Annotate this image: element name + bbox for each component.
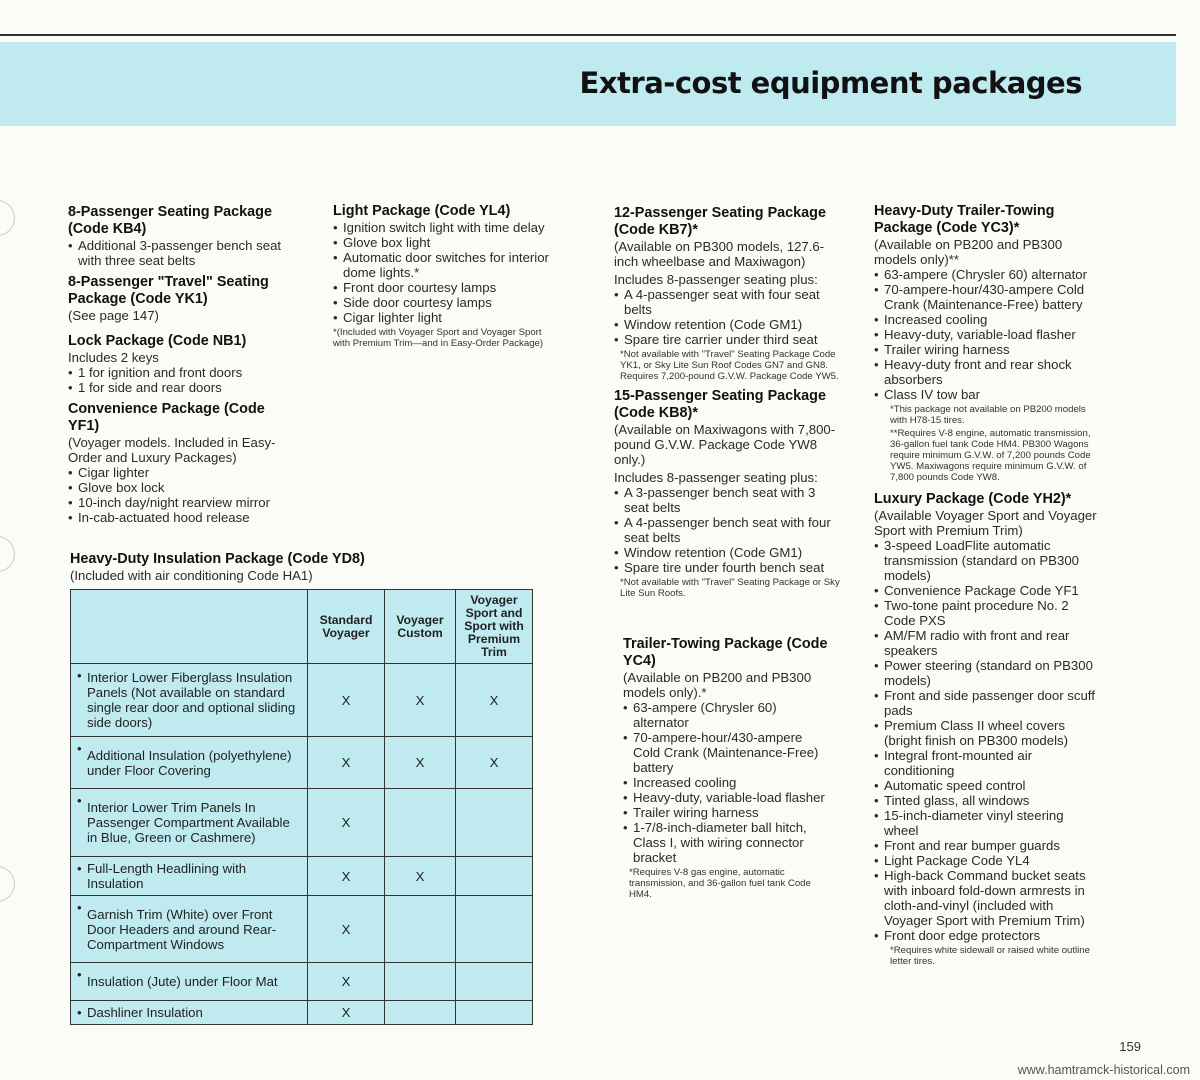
footnote: *Not available with "Travel" Seating Package or Sky Lite Sun Roofs. — [620, 577, 840, 599]
column-3 — [614, 205, 840, 599]
column-2 — [333, 203, 555, 349]
package-title: Convenience Package (Code YF1) — [68, 401, 265, 434]
item-list — [874, 538, 1098, 943]
list-item: • Front and side passenger door scuff pads — [874, 688, 1098, 718]
column-4 — [874, 203, 1098, 967]
mark-cell — [456, 1001, 533, 1025]
list-item: • A 4-passenger seat with four seat belts — [614, 287, 840, 317]
mark-cell — [456, 789, 533, 857]
table-header-row — [71, 590, 533, 664]
table-row — [71, 737, 533, 789]
binder-hole — [0, 536, 15, 572]
insulation-heading — [70, 551, 400, 583]
column-1 — [68, 204, 292, 525]
mark-cell: X — [385, 664, 456, 737]
package-subtitle: (Available on PB200 and PB300 models only).* — [623, 670, 812, 700]
list-item: • A 3-passenger bench seat with 3 seat belts — [614, 485, 840, 515]
list-item: • A 4-passenger bench seat with four seat belts — [614, 515, 840, 545]
package-subtitle: (Available on Maxiwagons with 7,800-pound G.V.W. Package Code YW8 only.) — [614, 422, 836, 467]
list-item: • Heavy-duty, variable-load flasher — [623, 790, 833, 805]
list-item: • Trailer wiring harness — [623, 805, 833, 820]
package-subtitle: (Included with air conditioning Code HA1) — [70, 568, 313, 583]
list-item: • Window retention (Code GM1) — [614, 317, 840, 332]
binder-hole — [0, 200, 15, 236]
footnote: *Requires white sidewall or raised white outline letter tires. — [890, 945, 1090, 967]
list-item: • Glove box lock — [68, 480, 292, 495]
list-item: • Tinted glass, all windows — [874, 793, 1098, 808]
package-subtitle: (Available Voyager Sport and Voyager Sport with Premium Trim) — [874, 508, 1097, 538]
list-item: • In-cab-actuated hood release — [68, 510, 292, 525]
mark-cell: X — [456, 664, 533, 737]
list-item: • Window retention (Code GM1) — [614, 545, 840, 560]
table-row — [71, 664, 533, 737]
list-item: • 63-ampere (Chrysler 60) alternator — [874, 267, 1098, 282]
list-item: • 63-ampere (Chrysler 60) alternator — [623, 700, 833, 730]
header-sport: Voyager Sport and Sport with Premium Trim — [456, 590, 533, 664]
page-number: 159 — [1119, 1039, 1141, 1054]
list-item: • High-back Command bucket seats with inboard fold-down armrests in cloth-and-vinyl (included with Voyager Sport with Premium Trim) — [874, 868, 1098, 928]
list-item: • Heavy-duty, variable-load flasher — [874, 327, 1098, 342]
feature-cell: • Interior Lower Trim Panels In Passenger Compartment Available in Blue, Green or Cashmere) — [71, 789, 308, 857]
item-list — [874, 267, 1098, 402]
list-item: • Front and rear bumper guards — [874, 838, 1098, 853]
package-subtitle: Includes 8-passenger seating plus: — [614, 272, 818, 287]
list-item: • Automatic speed control — [874, 778, 1098, 793]
feature-cell: • Dashliner Insulation — [71, 1001, 308, 1025]
mark-cell — [385, 896, 456, 963]
mark-cell: X — [308, 789, 385, 857]
list-item: • Increased cooling — [874, 312, 1098, 327]
mark-cell: X — [456, 737, 533, 789]
header-feature — [71, 590, 308, 664]
list-item: • Automatic door switches for interior dome lights.* — [333, 250, 555, 280]
package-title: Heavy-Duty Insulation Package (Code YD8) — [70, 551, 365, 567]
insulation-table — [70, 589, 533, 1025]
list-item: • 1 for ignition and front doors — [68, 365, 292, 380]
footnote: **Requires V-8 engine, automatic transmission, 36-gallon fuel tank Code HM4. PB300 Wagons require minimum G.V.W. of 7,200 pounds Code YW5. Maxiwagons require minimum G.V.W. of 7,800 pounds Code YW8. — [890, 428, 1091, 483]
list-item: • 1 for side and rear doors — [68, 380, 292, 395]
feature-cell: • Interior Lower Fiberglass Insulation Panels (Not available on standard single rear door and optional sliding side doors) — [71, 664, 308, 737]
table-row — [71, 857, 533, 896]
mark-cell — [456, 963, 533, 1001]
list-item: • Spare tire carrier under third seat — [614, 332, 840, 347]
column-3-lower — [623, 636, 833, 900]
footnote: *Requires V-8 gas engine, automatic transmission, and 36-gallon fuel tank Code HM4. — [629, 867, 811, 900]
footnote: *Not available with "Travel" Seating Package Code YK1, or Sky Lite Sun Roof Codes GN7 and GN8. Requires 7,200-pound G.V.W. Package Code YW5. — [620, 349, 839, 382]
package-title: Light Package (Code YL4) — [333, 203, 511, 219]
list-item: • 10-inch day/night rearview mirror — [68, 495, 292, 510]
list-item: • 3-speed LoadFlite automatic transmission (standard on PB300 models) — [874, 538, 1098, 583]
mark-cell — [385, 789, 456, 857]
top-rule — [0, 34, 1176, 36]
package-title: 12-Passenger Seating Package (Code KB7)* — [614, 205, 826, 238]
item-list — [614, 485, 840, 575]
mark-cell: X — [308, 664, 385, 737]
mark-cell: X — [308, 737, 385, 789]
package-title: Trailer-Towing Package (Code YC4) — [623, 636, 828, 669]
mark-cell — [385, 1001, 456, 1025]
list-item: • Front door edge protectors — [874, 928, 1098, 943]
package-title: 15-Passenger Seating Package (Code KB8)* — [614, 388, 826, 421]
list-item: • 70-ampere-hour/430-ampere Cold Crank (Maintenance-Free) battery — [623, 730, 833, 775]
feature-cell: • Additional Insulation (polyethylene) under Floor Covering — [71, 737, 308, 789]
header-custom: Voyager Custom — [385, 590, 456, 664]
package-title: Luxury Package (Code YH2)* — [874, 491, 1072, 507]
list-item: • AM/FM radio with front and rear speakers — [874, 628, 1098, 658]
mark-cell — [456, 896, 533, 963]
mark-cell: X — [308, 896, 385, 963]
list-item: • Two-tone paint procedure No. 2 Code PXS — [874, 598, 1098, 628]
list-item: • Front door courtesy lamps — [333, 280, 555, 295]
list-item: • Glove box light — [333, 235, 555, 250]
list-item: • Cigar lighter light — [333, 310, 555, 325]
table-row — [71, 1001, 533, 1025]
list-item: • Cigar lighter — [68, 465, 292, 480]
package-title: 8-Passenger Seating Package (Code KB4) — [68, 204, 272, 237]
item-list — [68, 238, 292, 268]
table-row — [71, 896, 533, 963]
list-item: • Light Package Code YL4 — [874, 853, 1098, 868]
list-item: • Integral front-mounted air conditioning — [874, 748, 1098, 778]
package-subtitle: (Available on PB300 models, 127.6-inch wheelbase and Maxiwagon) — [614, 239, 825, 269]
package-title: Heavy-Duty Trailer-Towing Package (Code YC3)* — [874, 203, 1055, 236]
package-title: 8-Passenger "Travel" Seating Package (Code YK1) — [68, 274, 269, 307]
item-list — [614, 287, 840, 347]
list-item: • Spare tire under fourth bench seat — [614, 560, 840, 575]
list-item: • Power steering (standard on PB300 models) — [874, 658, 1098, 688]
binder-hole — [0, 866, 15, 902]
package-subtitle: (Voyager models. Included in Easy-Order and Luxury Packages) — [68, 435, 276, 465]
item-list — [623, 700, 833, 865]
page-title: Extra-cost equipment packages — [579, 66, 1082, 100]
list-item: • 15-inch-diameter vinyl steering wheel — [874, 808, 1098, 838]
list-item: • Ignition switch light with time delay — [333, 220, 555, 235]
list-item: • Trailer wiring harness — [874, 342, 1098, 357]
list-item: • Convenience Package Code YF1 — [874, 583, 1098, 598]
item-list — [68, 365, 292, 395]
mark-cell: X — [385, 737, 456, 789]
list-item: • Additional 3-passenger bench seat with three seat belts — [68, 238, 292, 268]
mark-cell: X — [308, 1001, 385, 1025]
feature-cell: • Insulation (Jute) under Floor Mat — [71, 963, 308, 1001]
item-list — [68, 465, 292, 525]
feature-cell: • Full-Length Headlining with Insulation — [71, 857, 308, 896]
feature-cell: • Garnish Trim (White) over Front Door Headers and around Rear-Compartment Windows — [71, 896, 308, 963]
table-row — [71, 789, 533, 857]
package-subtitle: Includes 8-passenger seating plus: — [614, 470, 818, 485]
footnote: *(Included with Voyager Sport and Voyager Sport with Premium Trim—and in Easy-Order Package) — [333, 327, 544, 349]
list-item: • 1-7/8-inch-diameter ball hitch, Class I, with wiring connector bracket — [623, 820, 833, 865]
list-item: • Heavy-duty front and rear shock absorbers — [874, 357, 1098, 387]
list-item: • 70-ampere-hour/430-ampere Cold Crank (Maintenance-Free) battery — [874, 282, 1098, 312]
package-subtitle: (Available on PB200 and PB300 models only)** — [874, 237, 1063, 267]
package-subtitle: Includes 2 keys — [68, 350, 159, 365]
watermark-url: www.hamtramck-historical.com — [1017, 1063, 1190, 1077]
mark-cell: X — [385, 857, 456, 896]
item-list — [333, 220, 555, 325]
list-item: • Premium Class II wheel covers (bright finish on PB300 models) — [874, 718, 1098, 748]
mark-cell — [456, 857, 533, 896]
list-item: • Class IV tow bar — [874, 387, 1098, 402]
footnote: *This package not available on PB200 models with H78-15 tires. — [890, 404, 1086, 426]
table-row — [71, 963, 533, 1001]
mark-cell: X — [308, 857, 385, 896]
package-title: Lock Package (Code NB1) — [68, 333, 247, 349]
mark-cell: X — [308, 963, 385, 1001]
mark-cell — [385, 963, 456, 1001]
header-standard: Standard Voyager — [308, 590, 385, 664]
list-item: • Increased cooling — [623, 775, 833, 790]
package-subtitle: (See page 147) — [68, 308, 159, 323]
list-item: • Side door courtesy lamps — [333, 295, 555, 310]
